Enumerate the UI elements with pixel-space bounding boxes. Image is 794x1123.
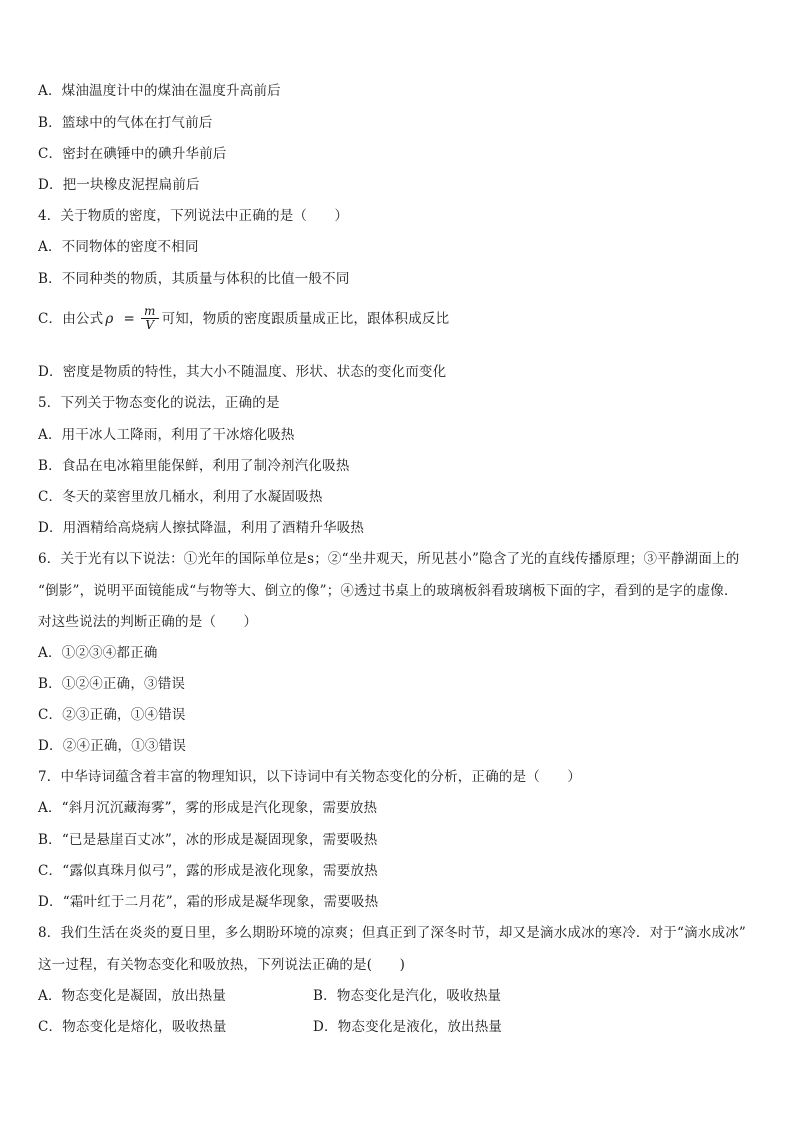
fraction-numerator: m	[141, 305, 159, 319]
q5-option-d: D．用酒精给高烧病人擦拭降温，利用了酒精升华吸热	[38, 520, 365, 536]
q6-option-d: D．②④正确，①③错误	[38, 738, 187, 754]
q8-stem-line2: 这一过程，有关物态变化和吸放热，下列说法正确的是( )	[38, 957, 406, 973]
q6-option-b: B．①②④正确，③错误	[38, 676, 186, 692]
q4-option-c-prefix: C．由公式	[38, 310, 104, 327]
q3-option-a: A．煤油温度计中的煤油在温度升高前后	[38, 83, 281, 99]
q4-option-c	[38, 305, 449, 332]
q8-option-d: D．物态变化是液化，放出热量	[313, 1019, 503, 1035]
q5-stem: 5．下列关于物态变化的说法，正确的是	[38, 395, 280, 411]
q3-option-b: B．篮球中的气体在打气前后	[38, 115, 213, 131]
q4-option-d: D．密度是物质的特性，其大小不随温度、形状、状态的变化而变化	[38, 364, 447, 380]
q4-stem: 4．关于物质的密度，下列说法中正确的是（ ）	[38, 208, 349, 224]
density-fraction	[141, 305, 159, 332]
q8-option-b: B．物态变化是汽化，吸收热量	[313, 988, 502, 1004]
fraction-denominator: V	[145, 318, 155, 332]
q5-option-b: B．食品在电冰箱里能保鲜，利用了制冷剂汽化吸热	[38, 458, 350, 474]
q8-stem-line1: 8．我们生活在炎炎的夏日里，多么期盼环境的凉爽；但真正到了深冬时节，却又是滴水成冰的寒冷．对于“滴水成冰”	[38, 925, 746, 941]
q4-option-a: A．不同物体的密度不相同	[38, 239, 199, 255]
q7-option-c: C．“露似真珠月似弓”，露的形成是液化现象，需要放热	[38, 863, 378, 879]
q8-option-c: C．物态变化是熔化，吸收热量	[38, 1019, 227, 1035]
q7-option-b: B．“已是悬崖百丈冰”，冰的形成是凝固现象，需要吸热	[38, 832, 378, 848]
q8-option-a: A．物态变化是凝固，放出热量	[38, 988, 227, 1004]
q7-option-a: A．“斜月沉沉藏海雾”，雾的形成是汽化现象，需要放热	[38, 800, 378, 816]
q6-stem-line3: 对这些说法的判断正确的是（ ）	[38, 614, 258, 630]
q3-option-d: D．把一块橡皮泥捏扁前后	[38, 177, 200, 193]
q7-stem: 7．中华诗词蕴含着丰富的物理知识，以下诗词中有关物态变化的分析，正确的是（ ）	[38, 769, 582, 785]
q6-option-c: C．②③正确，①④错误	[38, 707, 186, 723]
q6-stem-line2: “倒影”，说明平面镜能成“与物等大、倒立的像”；④透过书桌上的玻璃板斜看玻璃板下面的字，看到的是字的虚像．	[38, 583, 738, 599]
density-symbol: ρ	[105, 310, 114, 327]
q5-option-a: A．用干冰人工降雨，利用了干冰熔化吸热	[38, 427, 295, 443]
q3-option-c: C．密封在碘锤中的碘升华前后	[38, 146, 227, 162]
q6-option-a: A．①②③④都正确	[38, 645, 158, 661]
q4-option-b: B．不同种类的物质，其质量与体积的比值一般不同	[38, 271, 350, 287]
q7-option-d: D．“霜叶红于二月花”，霜的形成是凝华现象，需要吸热	[38, 894, 379, 910]
q4-option-c-suffix: 可知，物质的密度跟质量成正比，跟体积成反比	[161, 310, 450, 327]
equals-sign: =	[123, 310, 135, 327]
q6-stem-line1: 6．关于光有以下说法：①光年的国际单位是s；②“坐井观天，所见甚小”隐含了光的直线传播原理；③平静湖面上的	[38, 551, 740, 567]
q5-option-c: C．冬天的菜窖里放几桶水，利用了水凝固吸热	[38, 489, 323, 505]
